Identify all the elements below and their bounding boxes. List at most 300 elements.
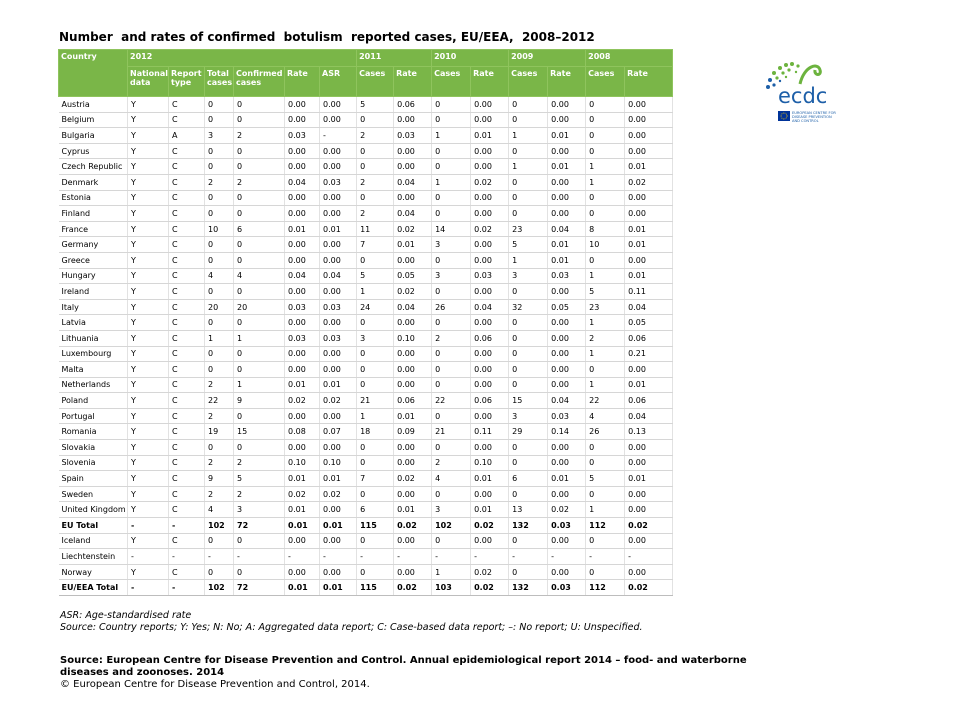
table-cell: 0 (432, 206, 471, 222)
col-header-rate-2012: Rate (285, 67, 320, 97)
table-cell: 0 (432, 377, 471, 393)
table-cell: 0.11 (625, 284, 673, 300)
table-cell: C (169, 393, 205, 409)
table-cell: Y (128, 159, 169, 175)
table-cell: 0.00 (548, 284, 586, 300)
col-header-total-cases: Total cases (205, 67, 234, 97)
table-cell: 0.01 (471, 471, 509, 487)
table-row (59, 518, 673, 534)
table-cell: 0.01 (625, 471, 673, 487)
table-cell: 1 (509, 252, 548, 268)
table-cell: 0.10 (394, 330, 432, 346)
table-cell: 5 (357, 268, 394, 284)
col-header-2012: 2012 (128, 50, 357, 67)
table-cell: 0.02 (625, 174, 673, 190)
table-cell: 0 (509, 112, 548, 128)
table-cell: 0.00 (320, 362, 357, 378)
table-cell: 0 (432, 190, 471, 206)
table-cell: 29 (509, 424, 548, 440)
table-cell: 0.00 (320, 97, 357, 113)
table-cell: 0 (586, 112, 625, 128)
table-cell: 0 (357, 533, 394, 549)
table-cell: Y (128, 377, 169, 393)
table-cell: 1 (432, 174, 471, 190)
header-row-fields (59, 67, 673, 97)
table-cell: C (169, 330, 205, 346)
table-cell: 0.00 (548, 206, 586, 222)
table-cell: 0.00 (471, 97, 509, 113)
table-cell: 4 (586, 408, 625, 424)
table-cell: Y (128, 128, 169, 144)
table-cell: 0.01 (548, 237, 586, 253)
table-cell: 0 (509, 564, 548, 580)
table-cell: Y (128, 486, 169, 502)
table-cell: 1 (357, 408, 394, 424)
table-cell: 0.00 (285, 143, 320, 159)
table-cell: 1 (357, 284, 394, 300)
table-cell: C (169, 346, 205, 362)
table-cell: 0 (234, 112, 285, 128)
table-cell: Y (128, 440, 169, 456)
country-cell: Ireland (59, 284, 128, 300)
table-cell: 0.01 (548, 128, 586, 144)
col-header-rate-2008: Rate (625, 67, 673, 97)
table-cell: 6 (509, 471, 548, 487)
legend-note: Source: Country reports; Y: Yes; N: No; A: Aggregated data report; C: Case-based data report; –: No report; U: Unspecified. (60, 622, 643, 633)
table-cell: 0.03 (394, 128, 432, 144)
country-cell: Czech Republic (59, 159, 128, 175)
table-cell: 0.04 (285, 268, 320, 284)
col-header-confirmed-cases: Confirmed cases (234, 67, 285, 97)
table-row (59, 252, 673, 268)
table-cell: 0.01 (285, 221, 320, 237)
copyright-line: © European Centre for Disease Prevention and Control, 2014. (60, 679, 370, 690)
table-cell: 0.00 (285, 252, 320, 268)
table-cell: 3 (432, 502, 471, 518)
table-cell: 15 (509, 393, 548, 409)
table-cell: C (169, 533, 205, 549)
table-cell: 0.10 (471, 455, 509, 471)
table-cell: 5 (357, 97, 394, 113)
table-cell: C (169, 190, 205, 206)
table-cell: 21 (357, 393, 394, 409)
table-cell: Y (128, 268, 169, 284)
table-cell: 0.01 (285, 580, 320, 596)
table-cell: 0.02 (394, 471, 432, 487)
table-cell: 0.01 (285, 502, 320, 518)
table-cell: 0 (205, 143, 234, 159)
table-cell: 0.00 (471, 252, 509, 268)
table-cell: 0.02 (320, 486, 357, 502)
table-cell: 0 (509, 315, 548, 331)
table-cell: 0.01 (285, 471, 320, 487)
col-header-rate-2010: Rate (471, 67, 509, 97)
table-row (59, 206, 673, 222)
table-cell: 0.00 (625, 128, 673, 144)
col-header-2008: 2008 (586, 50, 673, 67)
table-cell: 0 (509, 533, 548, 549)
table-cell: 2 (205, 455, 234, 471)
table-cell: 72 (234, 518, 285, 534)
table-cell: 0 (432, 112, 471, 128)
table-cell: 0.00 (394, 362, 432, 378)
table-cell: 0.03 (285, 330, 320, 346)
table-cell: 132 (509, 518, 548, 534)
table-cell: 0.01 (394, 502, 432, 518)
table-row (59, 315, 673, 331)
table-cell: 0.14 (548, 424, 586, 440)
table-cell: C (169, 252, 205, 268)
table-cell: 0.03 (471, 268, 509, 284)
table-cell: 1 (509, 128, 548, 144)
table-cell: - (548, 549, 586, 565)
table-cell: 5 (234, 471, 285, 487)
table-cell: 1 (234, 377, 285, 393)
country-cell: Netherlands (59, 377, 128, 393)
table-cell: 0.00 (394, 455, 432, 471)
table-cell: 9 (234, 393, 285, 409)
table-row (59, 549, 673, 565)
col-header-asr: ASR (320, 67, 357, 97)
col-header-national-data: National data (128, 67, 169, 97)
table-cell: 0.00 (320, 533, 357, 549)
table-row (59, 221, 673, 237)
table-cell: 22 (586, 393, 625, 409)
table-cell: 0 (586, 455, 625, 471)
table-cell: 14 (432, 221, 471, 237)
table-cell: 23 (509, 221, 548, 237)
table-cell: 0 (509, 206, 548, 222)
table-cell: 0.01 (625, 377, 673, 393)
table-cell: 0.00 (625, 564, 673, 580)
table-cell: 7 (357, 237, 394, 253)
table-cell: 0.00 (548, 533, 586, 549)
table-cell: 0.02 (471, 221, 509, 237)
table-notes (60, 610, 643, 634)
table-cell: 102 (432, 518, 471, 534)
table-cell: C (169, 206, 205, 222)
table-cell: 0.00 (285, 190, 320, 206)
table-cell: 1 (586, 268, 625, 284)
table-cell: 0.01 (625, 221, 673, 237)
table-cell: 0 (234, 564, 285, 580)
country-cell: EU/EEA Total (59, 580, 128, 596)
table-cell: Y (128, 174, 169, 190)
table-cell: 15 (234, 424, 285, 440)
table-row (59, 112, 673, 128)
table-cell: 3 (357, 330, 394, 346)
table-cell: 0 (205, 346, 234, 362)
table-cell: 0 (432, 143, 471, 159)
table-cell: - (394, 549, 432, 565)
table-cell: 0.06 (625, 393, 673, 409)
table-cell: 11 (357, 221, 394, 237)
table-cell: 0.01 (548, 471, 586, 487)
table-cell: 0.03 (320, 330, 357, 346)
eu-flag-icon (778, 111, 790, 121)
table-cell: 0 (586, 533, 625, 549)
table-cell: - (128, 518, 169, 534)
table-cell: 3 (432, 237, 471, 253)
table-cell: 0 (205, 237, 234, 253)
table-cell: Y (128, 330, 169, 346)
table-cell: 0.04 (471, 299, 509, 315)
table-cell: 0 (205, 159, 234, 175)
table-cell: 0.00 (471, 486, 509, 502)
table-cell: 4 (432, 471, 471, 487)
table-cell: - (509, 549, 548, 565)
table-cell: 0.01 (394, 408, 432, 424)
table-cell: 0 (205, 190, 234, 206)
table-cell: 0.03 (548, 408, 586, 424)
table-row (59, 128, 673, 144)
table-cell: - (128, 580, 169, 596)
table-cell: C (169, 112, 205, 128)
table-row (59, 346, 673, 362)
table-cell: 0 (357, 143, 394, 159)
table-cell: 0.01 (471, 502, 509, 518)
table-cell: 1 (586, 346, 625, 362)
table-cell: 103 (432, 580, 471, 596)
table-cell: 4 (205, 502, 234, 518)
table-cell: 0.04 (548, 393, 586, 409)
country-cell: Liechtenstein (59, 549, 128, 565)
col-header-rate-2009: Rate (548, 67, 586, 97)
table-cell: 0 (509, 284, 548, 300)
table-cell: 0.05 (625, 315, 673, 331)
table-cell: 0.01 (625, 159, 673, 175)
table-cell: - (205, 549, 234, 565)
table-cell: 0.01 (320, 518, 357, 534)
table-cell: 0 (357, 190, 394, 206)
table-cell: 0.06 (394, 97, 432, 113)
table-cell: 0 (586, 362, 625, 378)
table-cell: 0.00 (285, 408, 320, 424)
table-cell: - (320, 128, 357, 144)
table-cell: 0 (586, 190, 625, 206)
country-cell: Spain (59, 471, 128, 487)
table-cell: 1 (509, 159, 548, 175)
table-cell: 0.03 (548, 268, 586, 284)
table-cell: Y (128, 315, 169, 331)
table-cell: 0 (357, 159, 394, 175)
table-cell: 0.01 (320, 221, 357, 237)
col-header-cases-2011: Cases (357, 67, 394, 97)
asr-note: ASR: Age-standardised rate (60, 610, 192, 621)
table-cell: 0.00 (625, 97, 673, 113)
table-cell: 3 (205, 128, 234, 144)
table-cell: 0.02 (394, 518, 432, 534)
table-cell: 0.00 (625, 502, 673, 518)
table-cell: 2 (432, 455, 471, 471)
table-cell: 1 (205, 330, 234, 346)
table-cell: 0 (586, 252, 625, 268)
table-cell: 26 (432, 299, 471, 315)
table-cell: 0.00 (285, 112, 320, 128)
table-cell: 1 (432, 128, 471, 144)
table-cell: 0 (509, 486, 548, 502)
table-cell: 0.07 (320, 424, 357, 440)
col-header-cases-2008: Cases (586, 67, 625, 97)
table-cell: 0.00 (548, 143, 586, 159)
table-cell: 0.00 (394, 486, 432, 502)
table-cell: 19 (205, 424, 234, 440)
table-cell: 2 (205, 377, 234, 393)
table-cell: Y (128, 471, 169, 487)
table-cell: 0.00 (625, 455, 673, 471)
table-cell: 0 (432, 252, 471, 268)
table-cell: 115 (357, 518, 394, 534)
table-cell: C (169, 424, 205, 440)
country-cell: EU Total (59, 518, 128, 534)
table-cell: Y (128, 408, 169, 424)
table-cell: 2 (234, 128, 285, 144)
table-cell: 0 (509, 377, 548, 393)
table-cell: 0.00 (394, 346, 432, 362)
table-cell: 0.00 (625, 533, 673, 549)
table-cell: C (169, 362, 205, 378)
country-cell: Belgium (59, 112, 128, 128)
table-cell: 0.03 (285, 299, 320, 315)
table-cell: 0.00 (625, 252, 673, 268)
table-cell: 0.09 (394, 424, 432, 440)
table-cell: 6 (234, 221, 285, 237)
table-cell: 0.02 (471, 564, 509, 580)
country-cell: Portugal (59, 408, 128, 424)
table-cell: 0.03 (548, 518, 586, 534)
table-cell: 0.00 (471, 440, 509, 456)
col-header-2009: 2009 (509, 50, 586, 67)
table-cell: 1 (586, 315, 625, 331)
country-cell: Greece (59, 252, 128, 268)
table-cell: Y (128, 362, 169, 378)
table-row (59, 190, 673, 206)
table-cell: Y (128, 393, 169, 409)
table-row (59, 143, 673, 159)
table-cell: 0.02 (471, 174, 509, 190)
table-cell: 2 (205, 174, 234, 190)
table-cell: 0.00 (320, 190, 357, 206)
table-row (59, 486, 673, 502)
table-cell: 0.00 (394, 440, 432, 456)
table-cell: 20 (234, 299, 285, 315)
table-cell: 0.01 (548, 159, 586, 175)
table-row (59, 284, 673, 300)
table-cell: 23 (586, 299, 625, 315)
table-cell: 115 (357, 580, 394, 596)
table-cell: Y (128, 143, 169, 159)
table-cell: 0.02 (625, 580, 673, 596)
table-cell: Y (128, 564, 169, 580)
table-row (59, 393, 673, 409)
table-row (59, 580, 673, 596)
table-cell: 2 (432, 330, 471, 346)
table-cell: 0.01 (320, 580, 357, 596)
table-cell: Y (128, 424, 169, 440)
table-row (59, 268, 673, 284)
table-cell: 22 (205, 393, 234, 409)
table-cell: 0.06 (625, 330, 673, 346)
table-cell: - (169, 518, 205, 534)
table-row (59, 408, 673, 424)
table-cell: 0.00 (285, 284, 320, 300)
table-cell: 0.00 (285, 159, 320, 175)
table-cell: 0 (357, 346, 394, 362)
table-cell: 0.04 (394, 299, 432, 315)
ecdc-logo-swirl (800, 66, 820, 84)
table-cell: C (169, 143, 205, 159)
table-cell: 0 (205, 112, 234, 128)
table-cell: 0.00 (320, 502, 357, 518)
table-cell: Y (128, 237, 169, 253)
table-cell: 0.01 (471, 128, 509, 144)
table-cell: 0.01 (625, 268, 673, 284)
table-cell: 0.00 (548, 486, 586, 502)
table-cell: 0.00 (320, 315, 357, 331)
table-cell: 0.00 (548, 455, 586, 471)
table-cell: 0.06 (471, 393, 509, 409)
table-cell: 3 (509, 408, 548, 424)
table-cell: 2 (205, 408, 234, 424)
table-cell: 0.03 (320, 299, 357, 315)
table-cell: C (169, 174, 205, 190)
table-cell: 0 (509, 174, 548, 190)
table-cell: 0 (205, 97, 234, 113)
table-cell: 0 (234, 97, 285, 113)
table-cell: 0 (205, 284, 234, 300)
table-row (59, 97, 673, 113)
table-cell: 1 (586, 502, 625, 518)
country-cell: Slovenia (59, 455, 128, 471)
table-cell: 0.00 (285, 97, 320, 113)
table-cell: 0.04 (320, 268, 357, 284)
table-cell: 3 (509, 268, 548, 284)
table-cell: 0 (509, 455, 548, 471)
table-cell: 0.00 (625, 206, 673, 222)
table-cell: 0 (586, 143, 625, 159)
table-cell: 0.00 (320, 159, 357, 175)
table-cell: 1 (586, 174, 625, 190)
table-cell: 0.00 (320, 206, 357, 222)
table-cell: Y (128, 346, 169, 362)
country-cell: Austria (59, 97, 128, 113)
table-cell: A (169, 128, 205, 144)
table-cell: 0.00 (285, 206, 320, 222)
table-cell: 0.00 (285, 237, 320, 253)
country-cell: Norway (59, 564, 128, 580)
country-cell: Denmark (59, 174, 128, 190)
col-header-rate-2011: Rate (394, 67, 432, 97)
table-cell: 0.02 (394, 580, 432, 596)
table-cell: 2 (357, 128, 394, 144)
table-cell: 0 (357, 486, 394, 502)
table-cell: 0.00 (320, 237, 357, 253)
table-cell: 0 (509, 440, 548, 456)
col-header-cases-2009: Cases (509, 67, 548, 97)
table-cell: 102 (205, 518, 234, 534)
table-row (59, 330, 673, 346)
table-cell: 0.00 (548, 112, 586, 128)
table-cell: 0 (234, 206, 285, 222)
table-cell: 0.00 (394, 112, 432, 128)
table-cell: 0.00 (548, 440, 586, 456)
table-cell: 0.05 (548, 299, 586, 315)
table-cell: 3 (432, 268, 471, 284)
col-header-report-type: Report type (169, 67, 205, 97)
table-cell: 0.00 (394, 159, 432, 175)
table-cell: 0 (357, 362, 394, 378)
table-cell: 0 (509, 190, 548, 206)
